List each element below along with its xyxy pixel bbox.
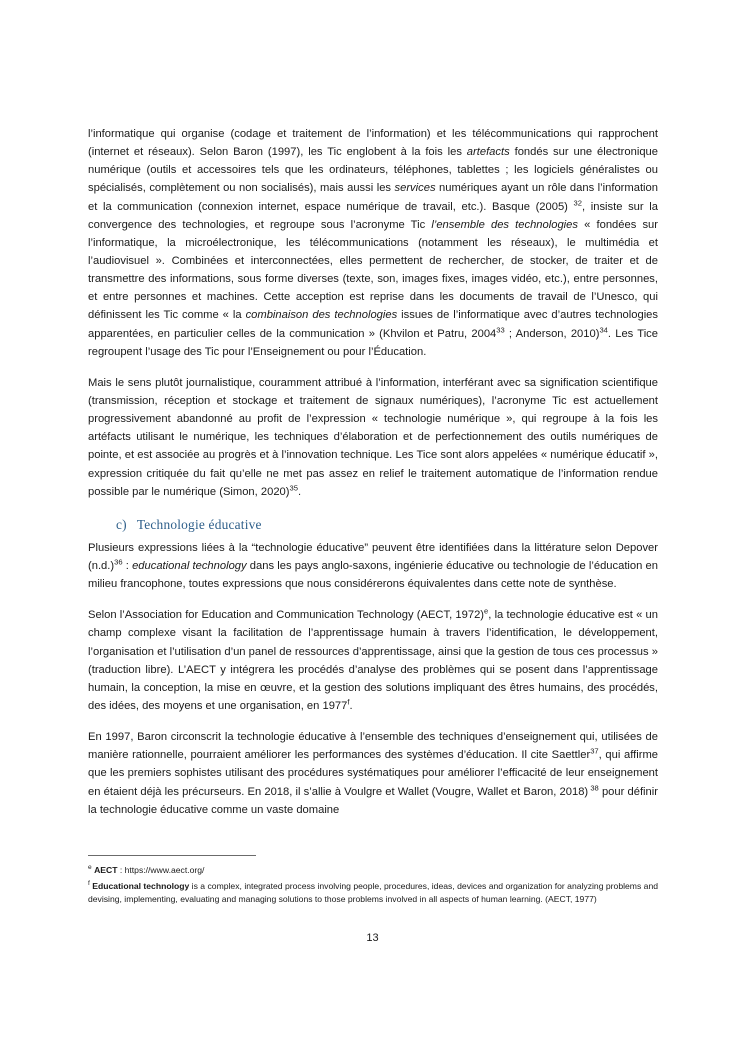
paragraph-5: En 1997, Baron circonscrit la technologie éducative à l’ensemble des techniques d’enseignement qui, utilisées de manière rationnelle, pourraient améliorer les performances des systèmes d’éducation. Il cite Saettler$^{37}$, qui affirme que les premiers sophistes utilisant des procédures systématiques pour améliorer l’efficacité de leur enseignement en étaient déjà les précurseurs. En 2018, il s’allie à Voulgre et Wallet (Vougre, Wallet et Baron, 2018) $^{38}$ pour définir la technologie éducative comme un vaste domaine bbox=[88, 731, 658, 816]
page-body bbox=[88, 125, 658, 819]
page-number: 13 bbox=[366, 932, 379, 944]
paragraph-3: Plusieurs expressions liées à la “technologie éducative” peuvent être identifiées dans la littérature selon Depover $(n.d.)^{36}$ : educational technology dans les pays anglo-saxons, ingénierie éducative ou technologie de l’éducation en milieu francophone, toutes expressions que nous considérerons équivalentes dans cette note de synthèse. bbox=[88, 541, 658, 591]
paragraph-2: Mais le sens plutôt journalistique, couramment attribué à l’information, interférant avec sa signification scientifique (transmission, réception et stockage et traitement de signaux numériques), l’acronyme Tic est actuellement progressivement abandonné au profit de l’expression « technologie numérique », qui regroupe à la fois les artéfacts utilisant le numérique, les techniques d’élaboration et de perfectionnement des outils numériques de pointe, et est associée au progrès et à l’innovation technique. Les Tice sont alors appelées « numérique éducatif », expression critiquée du fait qu’elle ne met pas assez en relief le traitement automatique de l’information rendue possible par le numérique (Simon, 2020)$^{35}$. bbox=[88, 376, 658, 498]
section-heading-label: c) bbox=[116, 516, 127, 532]
paragraph-1: l’informatique qui organise (codage et traitement de l’information) et les télécommunications qui rapprochent (internet et réseaux). Selon Baron (1997), les Tic englobent à la fois les artefacts fondés sur une électronique numérique (outils et accessoires tels que les ordinateurs, téléphones, tablettes ; les logiciels généralistes ou spécialisés, complètement ou non socialisés), mais aussi les services numériques ayant un rôle dans l’information et la communication (connexion internet, espace numérique de travail, etc.). Basque (2005) $^{32}$, insiste sur la convergence des technologies, et regroupe sous l’acronyme Tic l’ensemble des technologies « fondées sur l’informatique, la microélectronique, les télécommunications (notamment les réseaux), le multimédia et l’audiovisuel ». Combinées et interconnectées, elles permettent de rechercher, de stocker, de traiter et de transmettre des informations, sous forme diverses (texte, son, images fixes, images vidéo, etc.), entre personnes, et entre personnes et machines. Cette acception est reprise dans les documents de travail de l’Unesco, qui définissent les Tic comme « la combinaison des technologies issues de l’informatique avec d’autres technologies apparentées, en particulier celles de la communication » (Khvilon et Patru, 2004$^{33}$ ; Anderson, 2010)$^{34}$. Les Tice regroupent l’usage des Tic pour l’Enseignement ou pour l’Éducation. bbox=[88, 128, 658, 358]
footnote-separator bbox=[88, 855, 256, 856]
footnote-area bbox=[88, 855, 658, 909]
footnote-e: $^e$ AECT : https://www.aect.org/ bbox=[88, 864, 205, 875]
footnote-f: $^f$ Educational technology is a complex, integrated process involving people, procedures, ideas, devices and organization for analyzing problems and devising, implementing, evaluating and managing solutions to those problems involved in all aspects of human learning. (AECT, 1977) bbox=[88, 880, 659, 904]
section-heading-technologie-educative bbox=[88, 517, 658, 533]
section-heading-text: Technologie éducative bbox=[136, 516, 262, 532]
paragraph-4: Selon l’Association for Education and Communication Technology (AECT, 1972)$^e$, la technologie éducative est « un champ complexe visant la facilitation de l’apprentissage humain à travers l’identification, le développement, l’organisation et l’utilisation d’un panel de ressources d’apprentissage, ainsi que la gestion de tous ces processus » (traduction libre). L’AECT y intégrera les procédés d’analyse des problèmes qui se posent dans l’apprentissage humain, la conception, la mise en œuvre, et la gestion des solutions impliquant des êtres humains, des procédés, des idées, des moyens et une organisation, en 1977$^f$. bbox=[88, 606, 658, 712]
